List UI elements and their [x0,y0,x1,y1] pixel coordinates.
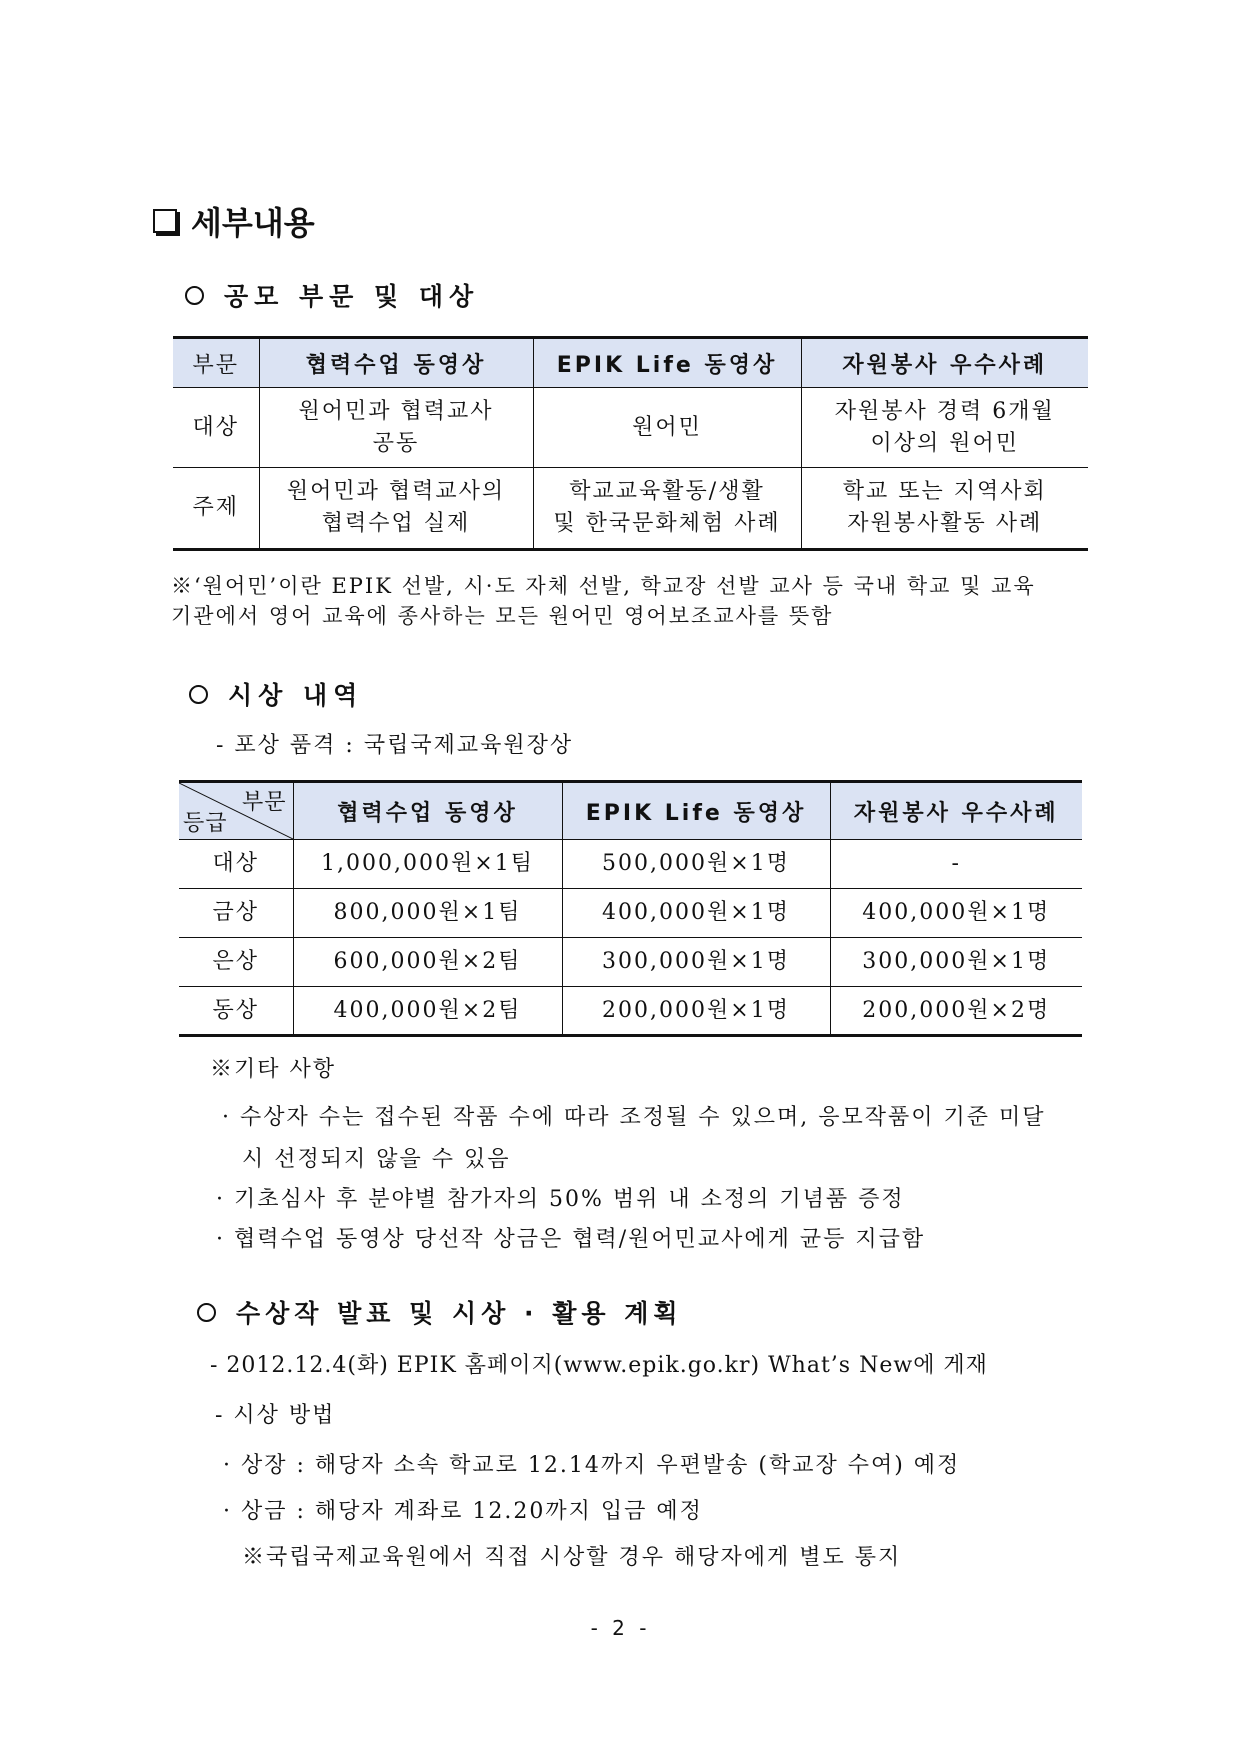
header-volunteer: 자원봉사 우수사례 [801,338,1088,388]
table-cell: 300,000원×1명 [830,938,1082,987]
award-method-title: - 시상 방법 [215,1403,336,1428]
table-cell: 원어민 [533,388,801,468]
table-cell: 400,000원×1명 [830,889,1082,938]
table-row [179,938,1082,987]
grade-silver: 은상 [179,938,293,987]
circle-bullet-icon [189,685,208,704]
table-cell: 500,000원×1명 [562,840,830,889]
table-row [173,468,1088,550]
table-cell: 자원봉사 경력 6개월 이상의 원어민 [801,388,1088,468]
row-label-topic: 주제 [173,468,259,550]
page-number: - 2 - [590,1616,651,1640]
table-cell: 학교교육활동/생활 및 한국문화체험 사례 [533,468,801,550]
section-heading-awards: 시상 내역 [189,676,363,712]
table-cell: 400,000원×2팀 [293,987,562,1036]
etc-item-2: · 기초심사 후 분야별 참가자의 50% 범위 내 소정의 기념품 증정 [216,1187,905,1212]
table-cell: 400,000원×1명 [562,889,830,938]
page-title-text: 세부내용 [191,204,315,242]
header-epik-life-video: EPIK Life 동영상 [562,782,830,840]
categories-table [173,336,1088,551]
etc-item-3: · 협력수업 동영상 당선작 상금은 협력/원어민교사에게 균등 지급함 [216,1227,926,1252]
award-method-certificate: · 상장 : 해당자 소속 학교로 12.14까지 우편발송 (학교장 수여) 예정 [223,1453,961,1478]
award-method-note: ※국립국제교육원에서 직접 시상할 경우 해당자에게 별도 통지 [242,1545,902,1570]
header-coop-video: 협력수업 동영상 [293,782,562,840]
section-heading-categories: 공모 부문 및 대상 [185,277,479,313]
header-epik-life-video: EPIK Life 동영상 [533,338,801,388]
announcement-date: - 2012.12.4(화) EPIK 홈페이지(www.epik.go.kr) What’s New에 게재 [210,1353,988,1378]
grade-gold: 금상 [179,889,293,938]
native-speaker-note-line1: ※‘원어민’이란 EPIK 선발, 시·도 자체 선발, 학교장 선발 교사 등 국내 학교 및 교육 [171,574,1036,598]
grade-bronze: 동상 [179,987,293,1036]
prize-grade: - 포상 품격 : 국립국제교육원장상 [216,733,574,758]
row-label-target: 대상 [173,388,259,468]
table-cell: 300,000원×1명 [562,938,830,987]
header-volunteer: 자원봉사 우수사례 [830,782,1082,840]
etc-item-1-line1: · 수상자 수는 접수된 작품 수에 따라 조정될 수 있으며, 응모작품이 기준 미달 [222,1105,1046,1130]
table-row [179,840,1082,889]
table-cell: 200,000원×1명 [562,987,830,1036]
table-cell: 원어민과 협력교사의 협력수업 실제 [259,468,533,550]
grade-grand: 대상 [179,840,293,889]
section-heading-announcement: 수상작 발표 및 시상 · 활용 계획 [197,1294,683,1330]
table-cell: 학교 또는 지역사회 자원봉사활동 사례 [801,468,1088,550]
table-row [179,987,1082,1036]
circle-bullet-icon [185,286,204,305]
header-corner [179,782,293,840]
page-title [153,198,315,244]
table-cell: 1,000,000원×1팀 [293,840,562,889]
header-category: 부문 [173,338,259,388]
table-cell: 원어민과 협력교사 공동 [259,388,533,468]
corner-category-label: 부문 [241,790,287,815]
header-coop-video: 협력수업 동영상 [259,338,533,388]
native-speaker-note-line2: 기관에서 영어 교육에 종사하는 모든 원어민 영어보조교사를 뜻함 [171,604,834,628]
awards-table [179,780,1082,1037]
table-cell: 800,000원×1팀 [293,889,562,938]
circle-bullet-icon [197,1303,216,1322]
table-cell: - [830,840,1082,889]
award-method-prize-money: · 상금 : 해당자 계좌로 12.20까지 입금 예정 [223,1499,703,1524]
table-cell: 200,000원×2명 [830,987,1082,1036]
table-cell: 600,000원×2팀 [293,938,562,987]
square-bullet-icon [153,209,177,233]
corner-grade-label: 등급 [183,811,228,836]
etc-title: ※기타 사항 [210,1057,337,1082]
table-row [173,388,1088,468]
etc-item-1-line2: 시 선정되지 않을 수 있음 [242,1147,511,1172]
table-row [179,889,1082,938]
